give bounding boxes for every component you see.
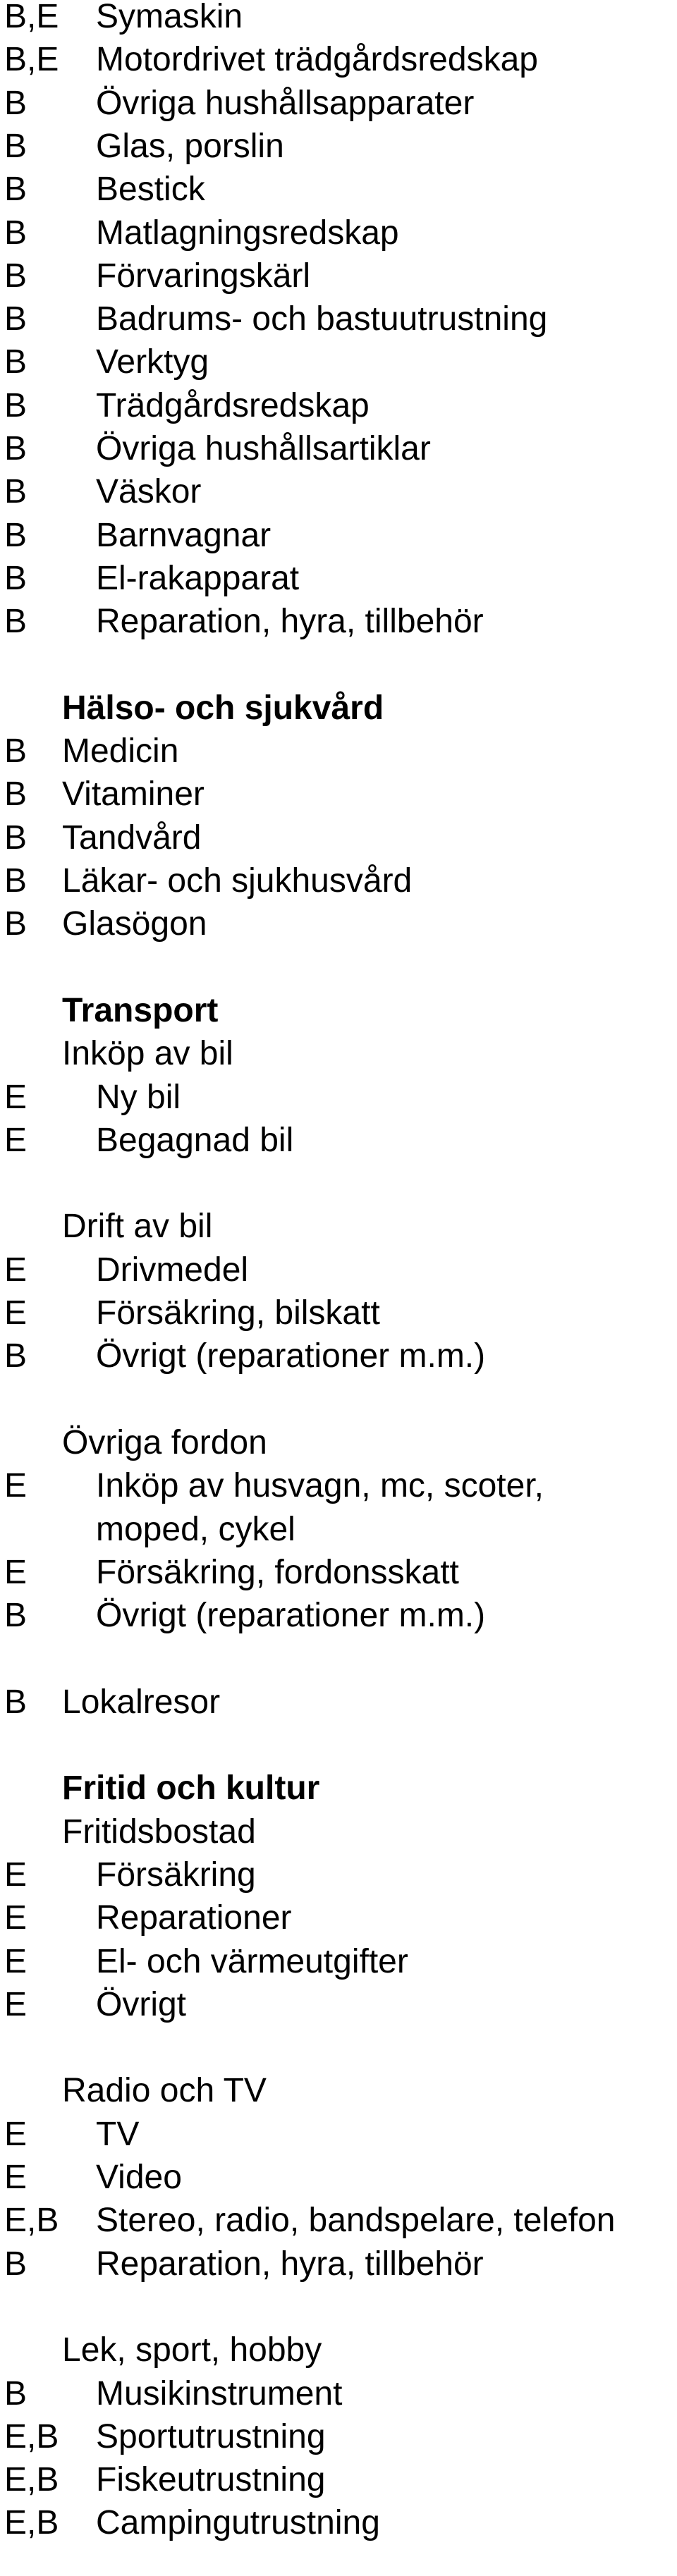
item-label: El- och värmeutgifter — [96, 1942, 408, 1980]
item-label: Trädgårdsredskap — [96, 386, 370, 424]
item-label: Försäkring, bilskatt — [96, 1294, 380, 1332]
item-code: B — [4, 386, 28, 424]
item-label: Radio och TV — [62, 2072, 267, 2110]
item-label: Övrigt (reparationer m.m.) — [96, 1337, 486, 1375]
item-code: B — [4, 300, 28, 338]
item-label: Musikinstrument — [96, 2374, 343, 2412]
item-label: Sportutrustning — [96, 2417, 326, 2455]
item-label: Vitaminer — [62, 775, 205, 814]
item-label: Inköp av bil — [62, 1035, 233, 1073]
item-label: Stereo, radio, bandspelare, telefon — [96, 2202, 616, 2240]
item-label: Ny bil — [96, 1078, 181, 1116]
item-label: Medicin — [62, 732, 179, 771]
item-code: B — [4, 905, 28, 943]
item-label: Övriga hushållsapparater — [96, 84, 475, 122]
item-label: Reparationer — [96, 1899, 292, 1937]
item-label: Övriga fordon — [62, 1423, 267, 1461]
item-code: E — [4, 1294, 28, 1332]
item-code: B — [4, 214, 28, 252]
item-label: Drift av bil — [62, 1208, 213, 1246]
item-label: Övrigt (reparationer m.m.) — [96, 1597, 486, 1635]
section-heading-text: Transport — [62, 991, 219, 1029]
section-heading-text: Hälso- och sjukvård — [62, 689, 384, 727]
item-label: Bestick — [96, 171, 205, 209]
item-code: B,E — [4, 0, 59, 35]
item-code: B — [4, 171, 28, 209]
item-code: E,B — [4, 2417, 59, 2455]
item-code: E — [4, 1899, 28, 1937]
item-code: B — [4, 257, 28, 295]
item-code: B — [4, 1337, 28, 1375]
item-label: Förvaringskärl — [96, 257, 311, 295]
item-label: Symaskin — [96, 0, 243, 35]
item-label: Väskor — [96, 473, 202, 511]
item-label: Lek, sport, hobby — [62, 2331, 322, 2369]
item-label: Försäkring, fordonsskatt — [96, 1553, 459, 1591]
item-label: Drivmedel — [96, 1251, 249, 1289]
item-code: E,B — [4, 2202, 59, 2240]
item-code: B — [4, 473, 28, 511]
item-label: Campingutrustning — [96, 2504, 380, 2542]
item-code: B — [4, 2374, 28, 2412]
item-label: Fiskeutrustning — [96, 2461, 326, 2499]
item-code: B — [4, 1597, 28, 1635]
item-label: Försäkring — [96, 1856, 256, 1894]
item-code: E — [4, 1251, 28, 1289]
item-code: E — [4, 1078, 28, 1116]
item-code: B,E — [4, 41, 59, 79]
item-code: B — [4, 84, 28, 122]
item-code: B — [4, 775, 28, 814]
item-label: Reparation, hyra, tillbehör — [96, 603, 484, 641]
item-code: B — [4, 732, 28, 771]
item-label: El-rakapparat — [96, 559, 300, 597]
item-code: E,B — [4, 2461, 59, 2499]
item-label: Badrums- och bastuutrustning — [96, 300, 548, 338]
section-heading-text: Fritid och kultur — [62, 1770, 320, 1808]
item-code: B — [4, 862, 28, 900]
item-label: TV — [96, 2115, 140, 2153]
item-code: E — [4, 2159, 28, 2196]
item-code: B — [4, 127, 28, 165]
item-label: Övriga hushållsartiklar — [96, 430, 431, 467]
item-code: E — [4, 1121, 28, 1159]
item-code: E — [4, 2115, 28, 2153]
item-code: B — [4, 559, 28, 597]
item-code: B — [4, 1683, 28, 1721]
item-code: E,B — [4, 2504, 59, 2542]
item-code: B — [4, 818, 28, 857]
item-code: B — [4, 603, 28, 641]
item-label: Glasögon — [62, 905, 207, 943]
item-label: Video — [96, 2159, 182, 2196]
item-label: Verktyg — [96, 343, 209, 381]
item-label: Övrigt — [96, 1985, 187, 2023]
item-label: Matlagningsredskap — [96, 214, 399, 252]
item-code: B — [4, 2245, 28, 2283]
item-label: moped, cykel — [96, 1510, 295, 1548]
item-code: E — [4, 1942, 28, 1980]
item-label: Tandvård — [62, 818, 202, 857]
item-label: Läkar- och sjukhusvård — [62, 862, 413, 900]
item-label: Lokalresor — [62, 1683, 221, 1721]
item-code: E — [4, 1985, 28, 2023]
item-label: Glas, porslin — [96, 127, 284, 165]
item-code: B — [4, 430, 28, 467]
item-label: Fritidsbostad — [62, 1813, 256, 1851]
item-code: E — [4, 1856, 28, 1894]
item-label: Begagnad bil — [96, 1121, 294, 1159]
item-code: B — [4, 343, 28, 381]
item-code: B — [4, 516, 28, 554]
item-label: Inköp av husvagn, mc, scoter, — [96, 1467, 544, 1505]
item-label: Reparation, hyra, tillbehör — [96, 2245, 484, 2283]
item-label: Motordrivet trädgårdsredskap — [96, 41, 538, 79]
item-code: E — [4, 1553, 28, 1591]
item-code: E — [4, 1467, 28, 1505]
item-label: Barnvagnar — [96, 516, 272, 554]
